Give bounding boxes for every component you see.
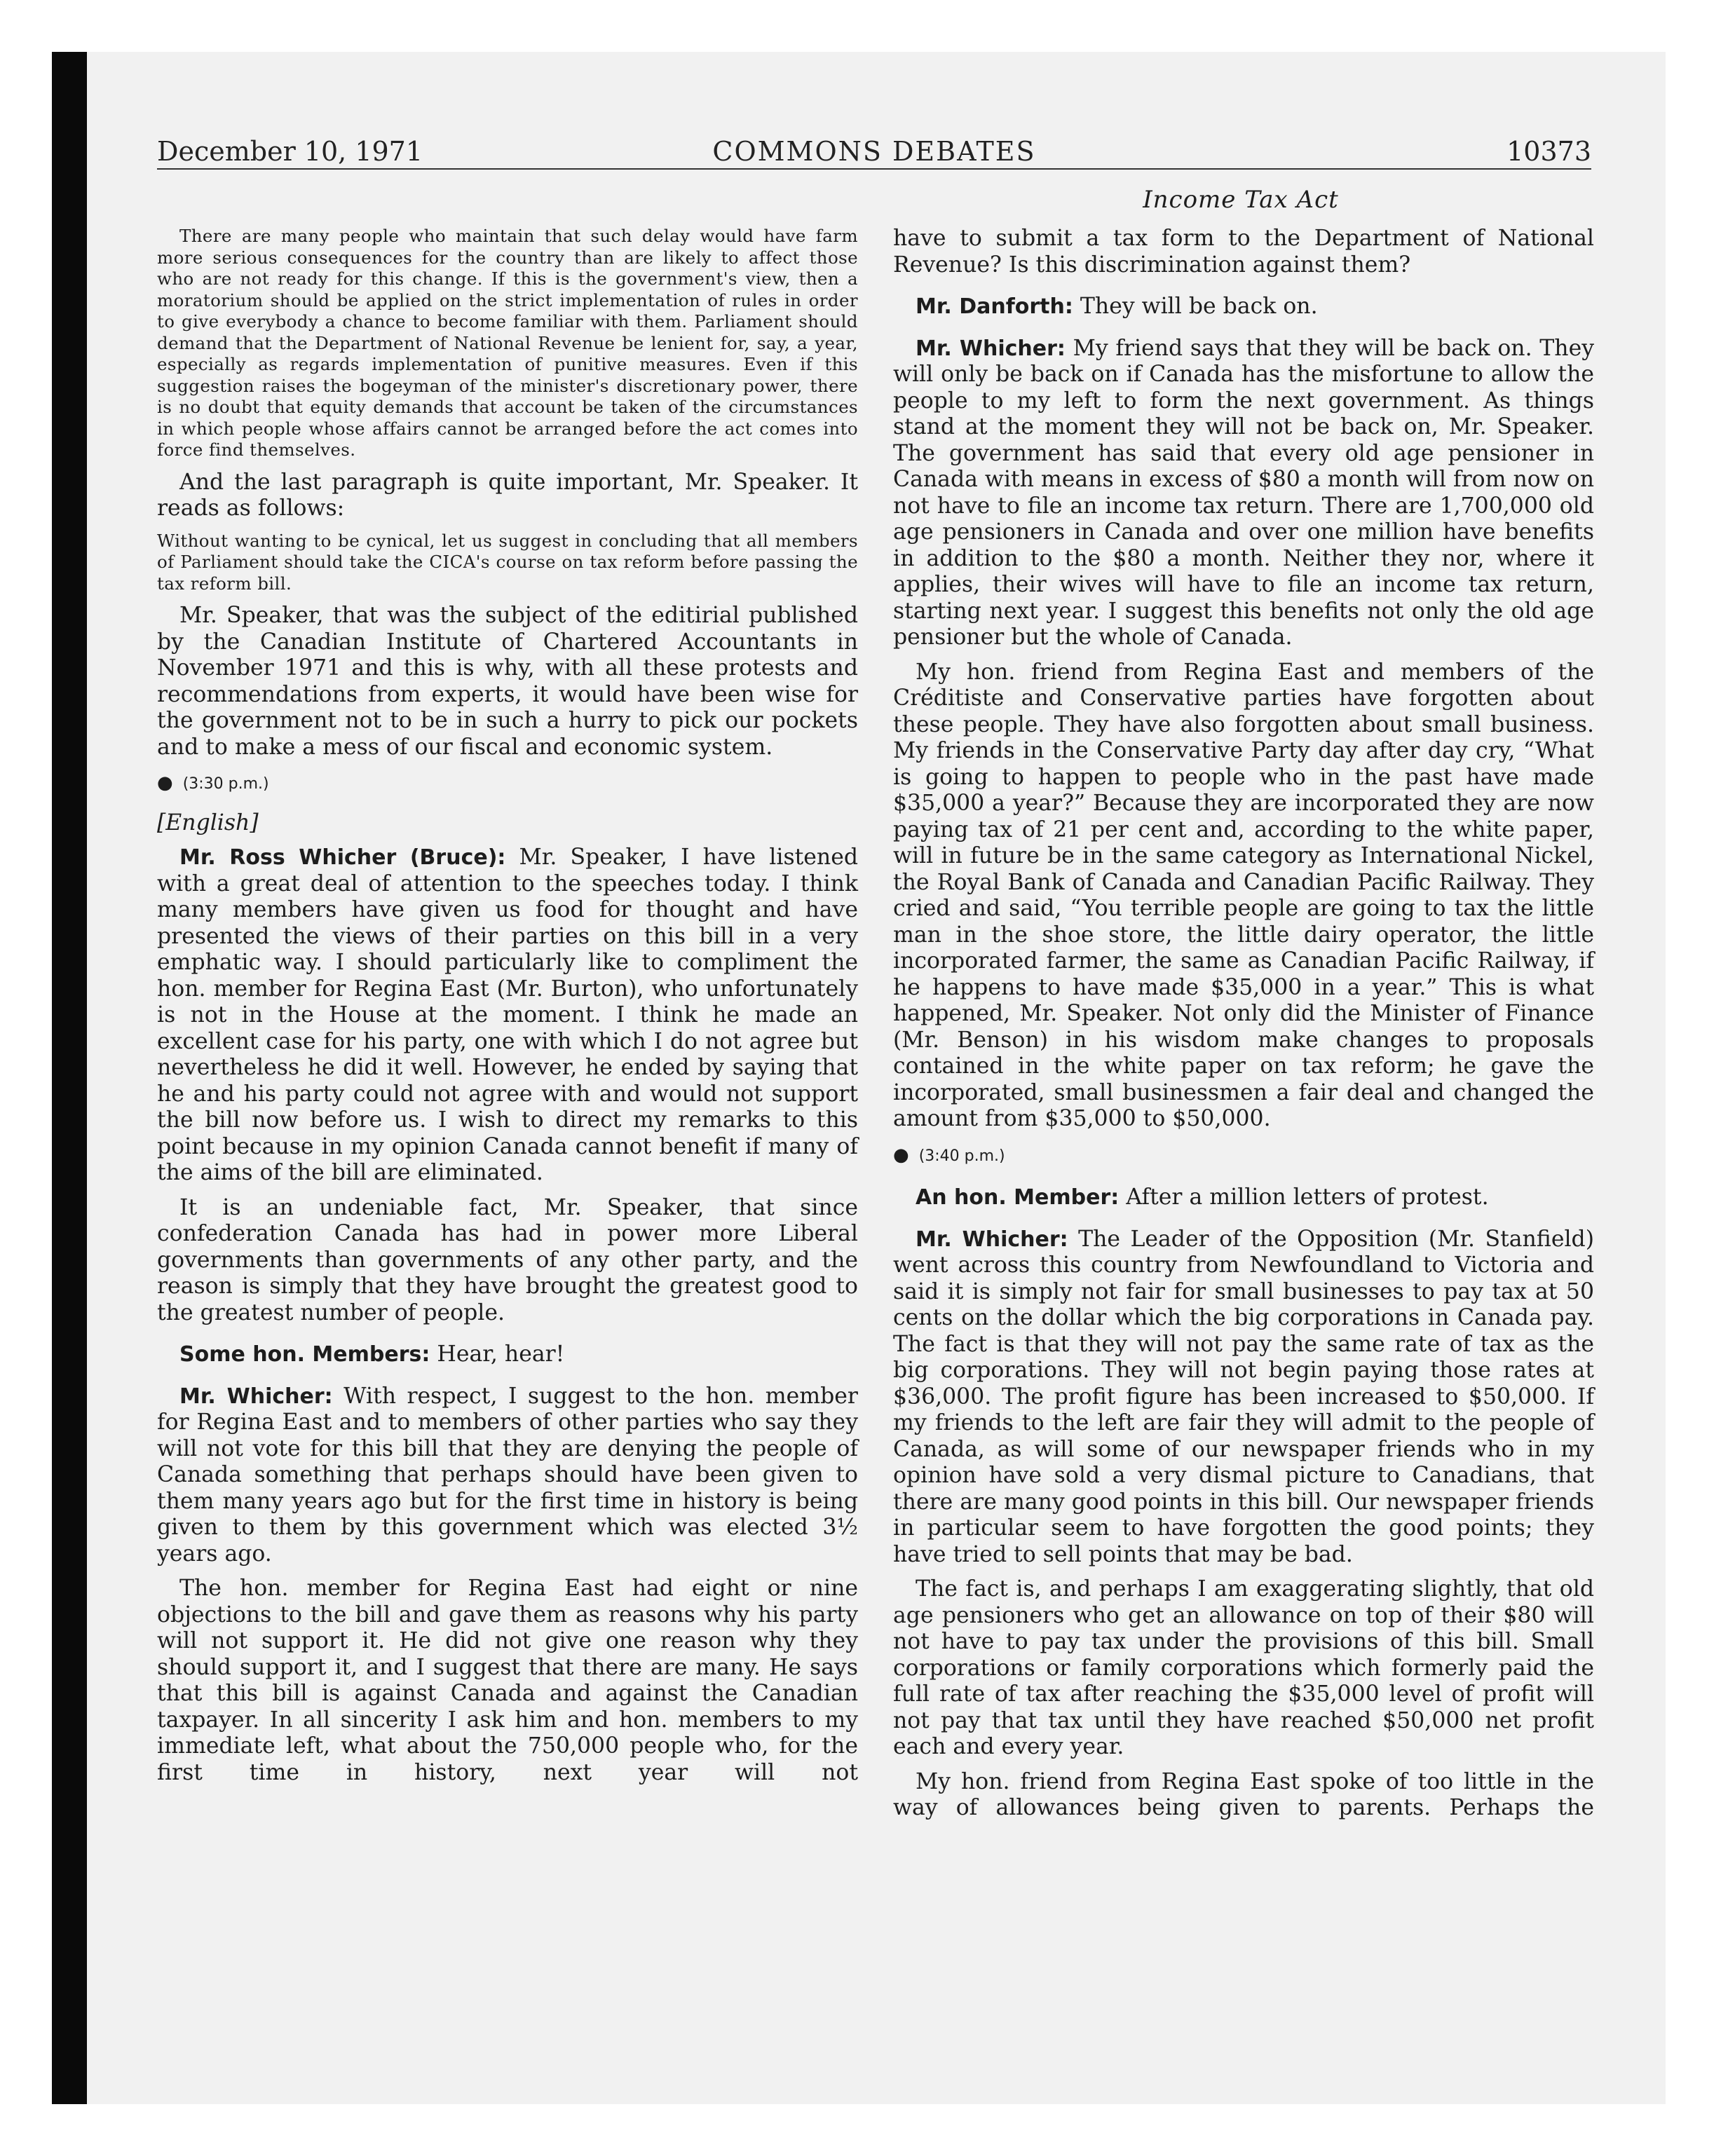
timestamp-text: (3:30 p.m.) <box>182 775 269 793</box>
speech-text: They will be back on. <box>1080 294 1318 319</box>
speaker-name: Mr. Whicher: <box>916 336 1066 361</box>
header-date: December 10, 1971 <box>157 136 423 167</box>
speech-text: Hear, hear! <box>437 1342 565 1367</box>
language-marker: [English] <box>157 810 259 835</box>
header-rule <box>157 168 1591 170</box>
paragraph: The hon. member for Regina East had eight or nine objections to the bill and gave them as reasons why his party will not support it. He did not give one reason why they should support it, and I suggest that there are many. He says that this bill is against Canada and against the Canadian taxpayer. In all sincerity I ask him and hon. members to my immediate left, what about the 750,000 people who, for the first time in history, next year will not <box>157 1576 858 1785</box>
running-head: Income Tax Act <box>1143 186 1339 214</box>
speech-paragraph <box>157 1342 858 1368</box>
speech-text: The Leader of the Opposition (Mr. Stanfield) went across this country from Newfoundland to Victoria and said it is simply not fair for small businesses to pay tax at 50 cents on the dollar which the big corporations in Canada pay. The fact is that they will not pay the same rate of tax as the big corporations. They will not begin paying those rates at $36,000. The profit figure has been increased to $50,000. If my friends to the left are fair they will admit to the people of Canada, as will some of our newspaper friends who in my opinion have sold a very dismal picture to Canadians, that there are many good points in this bill. Our newspaper friends in particular seem to have forgotten the good points; they have tried to sell points that may be bad. <box>893 1226 1594 1567</box>
left-column <box>157 226 858 1794</box>
speaker-name: An hon. Member: <box>916 1185 1120 1210</box>
speech-text: With respect, I suggest to the hon. member for Regina East and to members of other parties who say they will not vote for this bill that they are denying the people of Canada something that perhaps should have been given to them many years ago but for the first time in history is being given to them by this government which was elected 3½ years ago. <box>157 1383 858 1567</box>
speaker-name: Mr. Ross Whicher (Bruce): <box>179 845 506 870</box>
speech-text: After a million letters of protest. <box>1126 1185 1489 1210</box>
paragraph: It is an undeniable fact, Mr. Speaker, that since confederation Canada has had in power more Liberal governments than governments of any other party, and the reason is simply that they have brought the greatest good to the greatest number of people. <box>157 1194 858 1325</box>
speech-text: My friend says that they will be back on. They will only be back on if Canada has the misfortune to allow the people to my left to form the next government. As things stand at the moment they will not be back on, Mr. Speaker. The government has said that every old age pensioner in Canada with means in excess of $80 a month will from now on not have to file an income tax return. There are 1,700,000 old age pensioners in Canada and over one million have benefits in addition to the $80 a month. Neither they nor, where it applies, their wives will have to file an income tax return, starting next year. I suggest this benefits not only the old age pensioner but the whole of Canada. <box>893 335 1595 650</box>
paragraph: My hon. friend from Regina East and members of the Créditiste and Conservative parties have forgotten about these people. They have also forgotten about small business. My friends in the Conservative Party day after day cry, “What is going to happen to people who in the past have made $35,000 a year?” Because they are incorporated they are now paying tax of 21 per cent and, according to the white paper, will in future be in the same category as International Nickel, the Royal Bank of Canada and Canadian Pacific Railway. They cried and said, “You terrible people are going to tax the little man in the shoe store, the little dairy operator, the little incorporated farmer, the same as Canadian Pacific Railway, if he happens to have made $35,000 in a year.” This is what happened, Mr. Speaker. Not only did the Minister of Finance (Mr. Benson) in his wisdom make changes to proposals contained in the white paper on tax reform; he gave the incorporated, small businessmen a fair deal and changed the amount from $35,000 to $50,000. <box>893 659 1594 1131</box>
header-page-number: 10373 <box>1506 136 1591 167</box>
speech-paragraph <box>893 336 1594 651</box>
paragraph-continued: have to submit a tax form to the Department of National Revenue? Is this discrimination against them? <box>893 226 1594 278</box>
quoted-passage: Without wanting to be cynical, let us suggest in concluding that all members of Parliament should take the CICA's course on tax reform before passing the tax reform bill. <box>157 530 858 594</box>
bullet-icon: ● <box>157 772 173 793</box>
binding-edge <box>52 52 87 2104</box>
page-header <box>157 136 1591 167</box>
timestamp <box>893 1142 1594 1170</box>
speaker-name: Mr. Whicher: <box>179 1384 333 1409</box>
paragraph: The fact is, and perhaps I am exaggerating slightly, that old age pensioners who get an allowance on top of their $80 will not have to pay tax under the provisions of this bill. Small corporations or family corporations which formerly paid the full rate of tax after reaching the $35,000 level of profit will not pay that tax until they have reached $50,000 net profit each and every year. <box>893 1576 1594 1759</box>
paragraph: My hon. friend from Regina East spoke of too little in the way of allowances being given to parents. Perhaps the <box>893 1768 1594 1820</box>
timestamp <box>157 770 858 798</box>
speaker-name: Some hon. Members: <box>179 1342 430 1367</box>
speech-paragraph <box>893 1185 1594 1211</box>
right-column <box>893 226 1594 1830</box>
bullet-icon: ● <box>893 1144 909 1166</box>
speaker-name: Mr. Whicher: <box>916 1227 1068 1252</box>
paragraph: Mr. Speaker, that was the subject of the editirial published by the Canadian Institute of Chartered Accountants in November 1971 and this is why, with all these protests and recommendations from experts, it would have been wise for the government not to be in such a hurry to pick our pockets and to make a mess of our fiscal and economic system. <box>157 603 858 760</box>
speech-paragraph <box>157 845 858 1187</box>
timestamp-text: (3:40 p.m.) <box>918 1147 1005 1165</box>
speaker-name: Mr. Danforth: <box>916 294 1073 319</box>
header-publication: COMMONS DEBATES <box>712 136 1036 167</box>
speech-paragraph <box>893 1227 1594 1569</box>
quoted-passage: There are many people who maintain that such delay would have farm more serious consequences for the country than are likely to affect those who are not ready for this change. If this is the government's view, then a moratorium should be applied on the strict implementation of rules in order to give everybody a chance to become familiar with them. Parliament should demand that the Department of National Revenue be lenient for, say, a year, especially as regards implementation of punitive measures. Even if this suggestion raises the bogeyman of the minister's discretionary power, there is no doubt that equity demands that account be taken of the circumstances in which people whose affairs cannot be arranged before the act comes into force find themselves. <box>157 226 858 460</box>
speech-text: Mr. Speaker, I have listened with a great deal of attention to the speeches today. I think many members have given us food for thought and have presented the views of their parties on this bill in a very emphatic way. I should particularly like to compliment the hon. member for Regina East (Mr. Burton), who unfortunately is not in the House at the moment. I think he made an excellent case for his party, one with which I do not agree but nevertheless he did it well. However, he ended by saying that he and his party could not agree with and would not support the bill now before us. I wish to direct my remarks to this point because in my opinion Canada cannot benefit if many of the aims of the bill are eliminated. <box>157 845 859 1185</box>
paragraph: And the last paragraph is quite important, Mr. Speaker. It reads as follows: <box>157 469 858 521</box>
speech-paragraph <box>157 1384 858 1568</box>
speech-paragraph <box>893 294 1594 320</box>
